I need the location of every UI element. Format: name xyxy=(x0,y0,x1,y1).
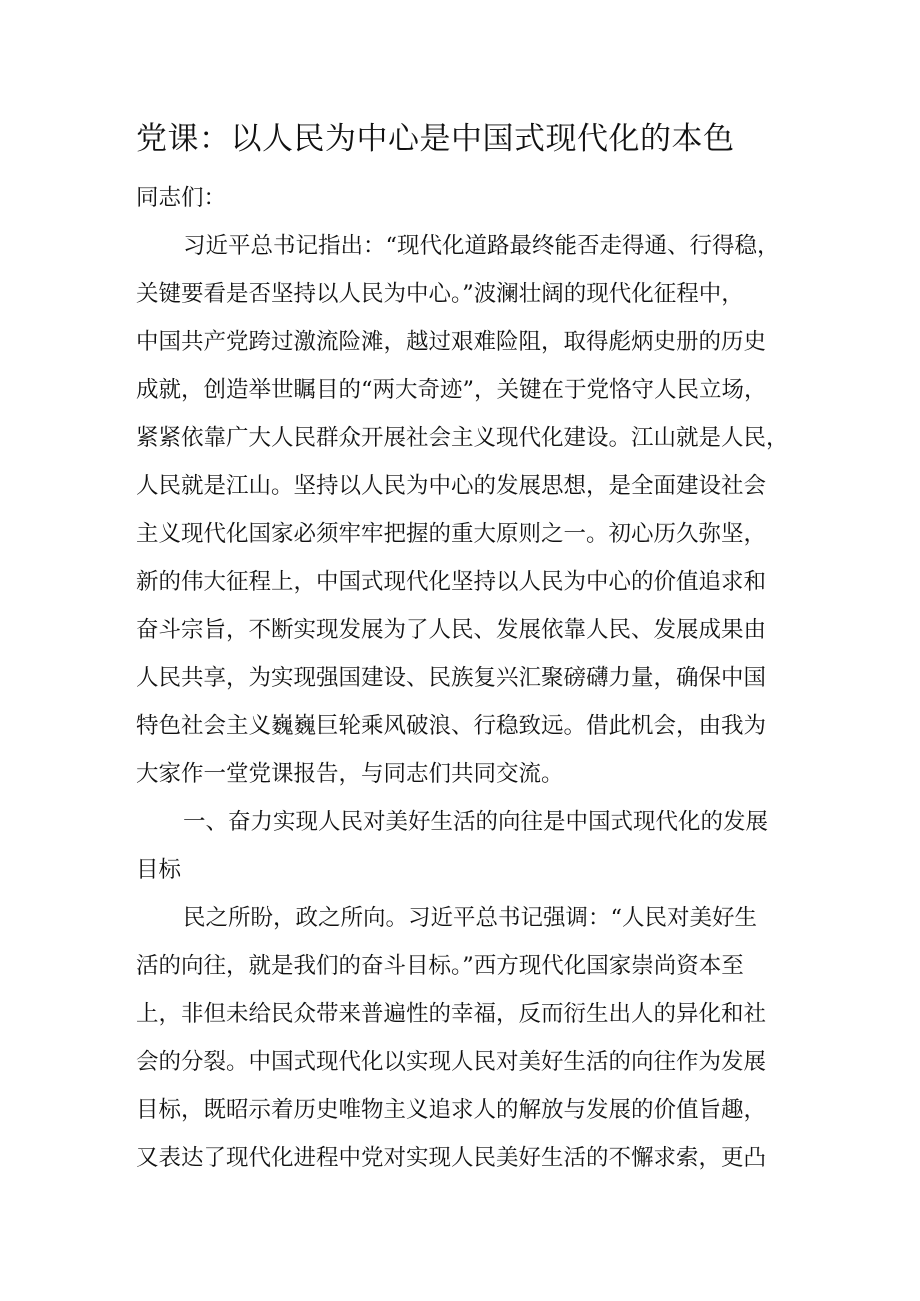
paragraph-1-line-7: 主义现代化国家必须牢牢把握的重大原则之一。初心历久弥坚， xyxy=(136,521,767,547)
paragraph-1-line-5: 紧紧依靠广大人民群众开展社会主义现代化建设。江山就是人民， xyxy=(136,425,789,451)
paragraph-2-line-5: 目标，既昭示着历史唯物主义追求人的解放与发展的价值旨趣， xyxy=(136,1097,767,1123)
paragraph-2-line-2: 活的向往，就是我们的奋斗目标。”西方现代化国家崇尚资本至 xyxy=(136,953,744,979)
paragraph-2-line-1: 民之所盼，政之所向。习近平总书记强调：“人民对美好生 xyxy=(183,905,758,931)
paragraph-1-line-12: 大家作一堂党课报告，与同志们共同交流。 xyxy=(136,761,564,787)
section-1-heading-line-1: 一、奋力实现人民对美好生活的向往是中国式现代化的发展 xyxy=(183,809,769,835)
paragraph-2-line-6: 又表达了现代化进程中党对实现人民美好生活的不懈求索，更凸 xyxy=(136,1145,767,1171)
paragraph-1-line-11: 特色社会主义巍巍巨轮乘风破浪、行稳致远。借此机会，由我为 xyxy=(136,713,767,739)
section-1-heading-line-2: 目标 xyxy=(136,857,182,883)
paragraph-1-line-6: 人民就是江山。坚持以人民为中心的发展思想，是全面建设社会 xyxy=(136,473,767,499)
paragraph-1-line-1: 习近平总书记指出：“现代化道路最终能否走得通、行得稳， xyxy=(183,233,780,259)
paragraph-1-line-3: 中国共产党跨过激流险滩，越过艰难险阻，取得彪炳史册的历史 xyxy=(136,329,767,355)
paragraph-2-line-3: 上，非但未给民众带来普遍性的幸福，反而衍生出人的异化和社 xyxy=(136,1001,767,1027)
paragraph-1-line-2: 关键要看是否坚持以人民为中心。”波澜壮阔的现代化征程中， xyxy=(136,281,744,307)
paragraph-1-line-4: 成就，创造举世瞩目的“两大奇迹”，关键在于党恪守人民立场， xyxy=(136,377,767,403)
document-title: 党课：以人民为中心是中国式现代化的本色 xyxy=(136,121,735,157)
salutation: 同志们： xyxy=(136,185,227,211)
paragraph-1-line-8: 新的伟大征程上，中国式现代化坚持以人民为中心的价值追求和 xyxy=(136,569,767,595)
paragraph-2-line-4: 会的分裂。中国式现代化以实现人民对美好生活的向往作为发展 xyxy=(136,1049,767,1075)
paragraph-1-line-10: 人民共享，为实现强国建设、民族复兴汇聚磅礴力量，确保中国 xyxy=(136,665,767,691)
paragraph-1-line-9: 奋斗宗旨，不断实现发展为了人民、发展依靠人民、发展成果由 xyxy=(136,617,767,643)
